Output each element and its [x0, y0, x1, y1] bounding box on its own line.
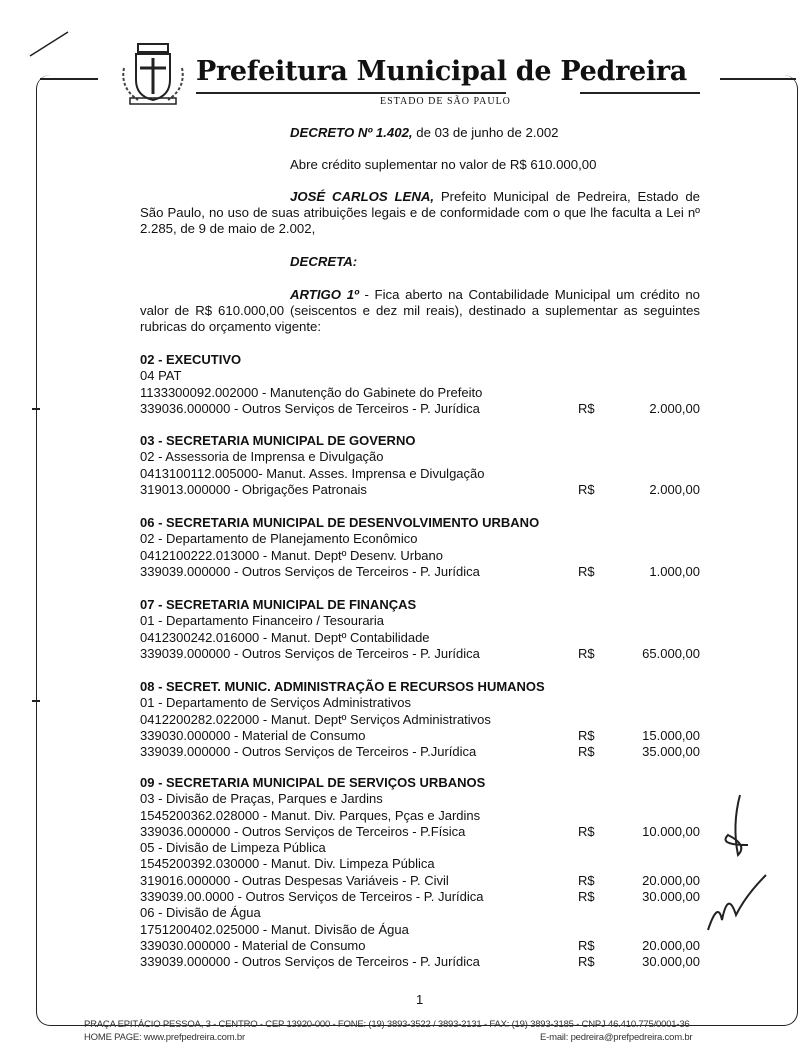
- budget-line: [140, 482, 700, 498]
- line-description: 319013.000000 - Obrigações Patronais: [140, 481, 367, 497]
- amount: 30.000,00: [642, 889, 700, 905]
- margin-mark: [32, 700, 40, 702]
- amount: 10.000,00: [642, 823, 700, 839]
- currency: [578, 449, 638, 465]
- amount: 35.000,00: [642, 744, 700, 760]
- budget-line: [140, 531, 700, 547]
- amount: [638, 695, 700, 711]
- line-description: 02 - Assessoria de Imprensa e Divulgação: [140, 449, 384, 465]
- currency: R$: [578, 937, 595, 953]
- page-number: 1: [416, 992, 424, 1007]
- budget-line: [140, 938, 700, 954]
- coat-of-arms-icon: [118, 38, 188, 106]
- budget-line: [140, 630, 700, 646]
- mayor-name: JOSÉ CARLOS LENA,: [290, 189, 435, 204]
- state-subtitle: ESTADO DE SÃO PAULO: [380, 96, 511, 107]
- section-title: 09 - SECRETARIA MUNICIPAL DE SERVIÇOS URBANOS: [140, 775, 486, 790]
- currency: [578, 613, 638, 629]
- amount: [638, 712, 700, 728]
- divider: [580, 92, 700, 94]
- currency: [578, 712, 638, 728]
- amount: 2.000,00: [649, 400, 700, 416]
- amount: [638, 791, 700, 807]
- line-description: 339036.000000 - Outros Serviços de Terceiros - P.Física: [140, 823, 466, 839]
- currency: [578, 905, 638, 921]
- section-title: 07 - SECRETARIA MUNICIPAL DE FINANÇAS: [140, 597, 417, 612]
- amount: [638, 531, 700, 547]
- budget-section: [140, 597, 700, 662]
- amount: [638, 922, 700, 938]
- amount: [638, 368, 700, 384]
- decree-number: DECRETO Nº 1.402,: [290, 125, 413, 140]
- amount: 20.000,00: [642, 872, 700, 888]
- line-description: 339039.000000 - Outros Serviços de Terceiros - P. Jurídica: [140, 645, 480, 661]
- line-description: 1751200402.025000 - Manut. Divisão de Água: [140, 921, 409, 937]
- amount: [638, 856, 700, 872]
- line-description: 339039.000000 - Outros Serviços de Terceiros - P. Jurídica: [140, 563, 480, 579]
- budget-line: [140, 564, 700, 580]
- currency: R$: [578, 400, 595, 416]
- amount: [638, 630, 700, 646]
- amount: [638, 548, 700, 564]
- currency: R$: [578, 481, 595, 497]
- budget-section: [140, 352, 700, 417]
- amount: 65.000,00: [642, 645, 700, 661]
- currency: R$: [578, 889, 595, 905]
- currency: [578, 695, 638, 711]
- preamble-text: Prefeito Municipal de Pedreira, Estado de São Paulo, no uso de suas atribuições legais e de conformidade com o que lhe faculta a Lei nº 2.285, de 9 de maio de 2.002,: [140, 189, 700, 236]
- line-description: 06 - Divisão de Água: [140, 905, 261, 921]
- budget-line: [140, 905, 700, 921]
- line-description: 02 - Departamento de Planejamento Econômico: [140, 531, 418, 547]
- amount: [638, 466, 700, 482]
- currency: [578, 548, 638, 564]
- currency: R$: [578, 727, 595, 743]
- divider: [196, 92, 506, 94]
- line-description: 0412200282.022000 - Manut. Deptº Serviços Administrativos: [140, 711, 491, 727]
- footer-homepage: HOME PAGE: www.prefpedreira.com.br: [84, 1032, 245, 1043]
- line-description: 339030.000000 - Material de Consumo: [140, 937, 366, 953]
- pen-stroke-mark: [28, 28, 70, 58]
- line-description: 1545200392.030000 - Manut. Div. Limpeza Pública: [140, 856, 435, 872]
- amount: 2.000,00: [649, 481, 700, 497]
- currency: [578, 368, 638, 384]
- currency: [578, 856, 638, 872]
- budget-line: [140, 548, 700, 564]
- currency: [578, 922, 638, 938]
- article-1: [140, 287, 700, 335]
- budget-section: [140, 515, 700, 580]
- budget-line: [140, 808, 700, 824]
- budget-line: [140, 368, 700, 384]
- divider: [40, 78, 98, 80]
- decree-heading: [290, 125, 559, 141]
- decree-summary: Abre crédito suplementar no valor de R$ 610.000,00: [290, 157, 597, 172]
- amount: [638, 808, 700, 824]
- currency: R$: [578, 954, 595, 970]
- line-description: 03 - Divisão de Praças, Parques e Jardins: [140, 791, 383, 807]
- line-description: 339039.000000 - Outros Serviços de Terceiros - P.Jurídica: [140, 744, 477, 760]
- budget-section: [140, 775, 700, 971]
- page-title: Prefeitura Municipal de Pedreira: [196, 56, 687, 87]
- budget-line: [140, 744, 700, 760]
- budget-line: [140, 856, 700, 872]
- article-label: ARTIGO 1º: [290, 287, 359, 302]
- line-description: 339039.000000 - Outros Serviços de Terceiros - P. Jurídica: [140, 954, 480, 970]
- line-description: 339039.00.0000 - Outros Serviços de Terceiros - P. Jurídica: [140, 889, 484, 905]
- divider: [720, 78, 796, 80]
- line-description: 339030.000000 - Material de Consumo: [140, 727, 366, 743]
- budget-line: [140, 695, 700, 711]
- margin-mark: [32, 408, 40, 410]
- footer-address: PRAÇA EPITÁCIO PESSOA, 3 - CENTRO - CEP 13920-000 - FONE: (19) 3893-3522 / 3893-2131 - FAX: (19) 3893-3185 - CNPJ 46.410.775/0001-36: [84, 1019, 690, 1030]
- budget-line: [140, 889, 700, 905]
- amount: [638, 840, 700, 856]
- line-description: 05 - Divisão de Limpeza Pública: [140, 840, 326, 856]
- line-description: 01 - Departamento Financeiro / Tesouraria: [140, 613, 384, 629]
- line-description: 0412300242.016000 - Manut. Deptº Contabilidade: [140, 629, 430, 645]
- line-description: 0412100222.013000 - Manut. Deptº Desenv. Urbano: [140, 547, 443, 563]
- currency: R$: [578, 872, 595, 888]
- currency: R$: [578, 645, 595, 661]
- budget-section: [140, 679, 700, 760]
- amount: [638, 385, 700, 401]
- currency: [578, 840, 638, 856]
- line-description: 1133300092.002000 - Manutenção do Gabinete do Prefeito: [140, 384, 483, 400]
- currency: [578, 791, 638, 807]
- footer-email: E-mail: pedreira@prefpedreira.com.br: [540, 1032, 693, 1043]
- currency: [578, 385, 638, 401]
- section-title: 02 - EXECUTIVO: [140, 352, 242, 367]
- line-description: 04 PAT: [140, 368, 182, 384]
- handwritten-signature: [700, 790, 770, 940]
- amount: 20.000,00: [642, 937, 700, 953]
- line-description: 1545200362.028000 - Manut. Div. Parques, Pças e Jardins: [140, 807, 481, 823]
- budget-line: [140, 401, 700, 417]
- currency: R$: [578, 563, 595, 579]
- currency: [578, 531, 638, 547]
- article-text: - Fica aberto na Contabilidade Municipal um crédito no valor de R$ 610.000,00 (seiscentos e dez mil reais), destinado a suplementar as seguintes rubricas do orçamento vigente:: [140, 287, 701, 334]
- line-description: 01 - Departamento de Serviços Administrativos: [140, 695, 411, 711]
- amount: [638, 905, 700, 921]
- currency: R$: [578, 823, 595, 839]
- budget-line: [140, 824, 700, 840]
- budget-line: [140, 728, 700, 744]
- budget-line: [140, 646, 700, 662]
- budget-line: [140, 791, 700, 807]
- budget-line: [140, 922, 700, 938]
- line-description: 319016.000000 - Outras Despesas Variáveis - P. Civil: [140, 872, 449, 888]
- budget-line: [140, 712, 700, 728]
- amount: [638, 449, 700, 465]
- section-title: 03 - SECRETARIA MUNICIPAL DE GOVERNO: [140, 433, 416, 448]
- section-title: 06 - SECRETARIA MUNICIPAL DE DESENVOLVIMENTO URBANO: [140, 515, 540, 530]
- amount: [638, 613, 700, 629]
- budget-line: [140, 466, 700, 482]
- line-description: 339036.000000 - Outros Serviços de Terceiros - P. Jurídica: [140, 400, 480, 416]
- currency: R$: [578, 744, 595, 760]
- currency: [578, 630, 638, 646]
- decreta-label: DECRETA:: [290, 254, 358, 269]
- preamble: [140, 189, 700, 237]
- amount: 15.000,00: [642, 727, 700, 743]
- currency: [578, 466, 638, 482]
- amount: 1.000,00: [649, 563, 700, 579]
- budget-section: [140, 433, 700, 498]
- section-title: 08 - SECRET. MUNIC. ADMINISTRAÇÃO E RECURSOS HUMANOS: [140, 679, 545, 694]
- currency: [578, 808, 638, 824]
- budget-line: [140, 449, 700, 465]
- budget-line: [140, 613, 700, 629]
- budget-line: [140, 954, 700, 970]
- budget-line: [140, 840, 700, 856]
- decree-date: de 03 de junho de 2.002: [412, 125, 559, 140]
- budget-line: [140, 385, 700, 401]
- line-description: 0413100112.005000- Manut. Asses. Imprensa e Divulgação: [140, 465, 485, 481]
- budget-line: [140, 873, 700, 889]
- amount: 30.000,00: [642, 954, 700, 970]
